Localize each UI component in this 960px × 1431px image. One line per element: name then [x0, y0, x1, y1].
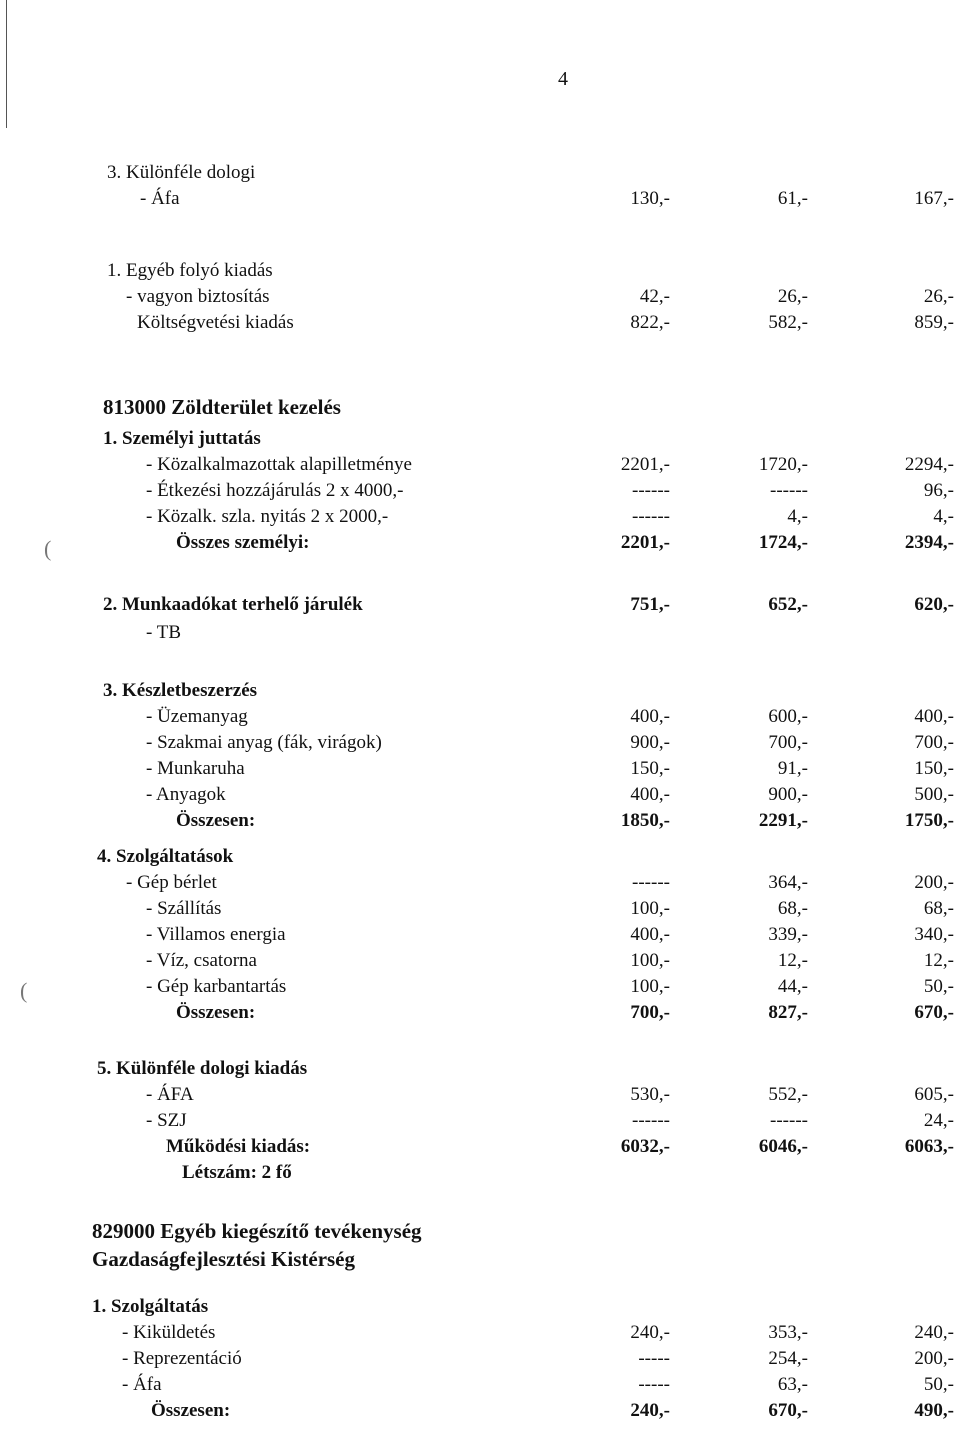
- value-col3: 96,-: [923, 480, 954, 501]
- value-col2: 700,-: [768, 732, 808, 753]
- value-col1: ------: [632, 872, 670, 893]
- table-row-total: [0, 1000, 960, 1026]
- value-col1: 400,-: [630, 784, 670, 805]
- value-col2: 552,-: [768, 1084, 808, 1105]
- value-col3: 50,-: [923, 1374, 954, 1395]
- table-row: [0, 870, 960, 896]
- value-col1: 1850,-: [620, 810, 670, 831]
- row-label: - ÁFA: [146, 1084, 194, 1105]
- table-row: [0, 896, 960, 922]
- value-col3: 400,-: [914, 706, 954, 727]
- value-col2: 254,-: [768, 1348, 808, 1369]
- value-col3: 340,-: [914, 924, 954, 945]
- table-row: [0, 592, 960, 618]
- value-col1: 6032,-: [620, 1136, 670, 1157]
- row-label: - Szakmai anyag (fák, virágok): [146, 732, 382, 753]
- table-row: [0, 948, 960, 974]
- value-col3: 24,-: [923, 1110, 954, 1131]
- table-row: [0, 1320, 960, 1346]
- row-label: - Étkezési hozzájárulás 2 x 4000,-: [146, 480, 404, 501]
- title-text: 829000 Egyéb kiegészítő tevékenység: [92, 1219, 422, 1243]
- section-heading: [0, 1294, 960, 1320]
- table-row: [0, 922, 960, 948]
- value-col3: 167,-: [914, 188, 954, 209]
- value-col2: 339,-: [768, 924, 808, 945]
- heading-text: 4. Szolgáltatások: [97, 846, 234, 867]
- heading-text: 1. Személyi juttatás: [103, 428, 261, 449]
- value-col3: 620,-: [914, 594, 954, 615]
- value-col2: 6046,-: [758, 1136, 808, 1157]
- value-col2: 652,-: [768, 594, 808, 615]
- value-col2: 12,-: [777, 950, 808, 971]
- row-label: - Munkaruha: [146, 758, 245, 779]
- table-row: [0, 478, 960, 504]
- margin-paren-mark: (: [20, 978, 28, 1003]
- table-row: [0, 452, 960, 478]
- table-row: [0, 1108, 960, 1134]
- table-row: [0, 1372, 960, 1398]
- table-row-total: [0, 808, 960, 834]
- value-col3: 12,-: [923, 950, 954, 971]
- value-col2: 61,-: [777, 188, 808, 209]
- row-label: Összesen:: [176, 1002, 256, 1023]
- margin-paren-mark: (: [44, 536, 52, 561]
- row-label: - Üzemanyag: [146, 706, 248, 727]
- section-subtitle: [0, 1246, 960, 1272]
- value-col1: 100,-: [630, 898, 670, 919]
- value-col3: 605,-: [914, 1084, 954, 1105]
- value-col1: 400,-: [630, 924, 670, 945]
- heading-text: 1. Egyéb folyó kiadás: [107, 260, 273, 281]
- row-label: Összes személyi:: [176, 532, 310, 553]
- section-heading: [0, 258, 960, 284]
- value-col2: 26,-: [777, 286, 808, 307]
- value-col2: 1720,-: [758, 454, 808, 475]
- row-label: - vagyon biztosítás: [126, 286, 270, 307]
- value-col1: ------: [632, 1110, 670, 1131]
- value-col1: -----: [638, 1348, 670, 1369]
- value-col3: 200,-: [914, 872, 954, 893]
- row-label: - Áfa: [140, 188, 180, 209]
- section-heading: [0, 160, 960, 186]
- section-title: [0, 394, 960, 420]
- row-label: 2. Munkaadókat terhelő járulék: [103, 594, 363, 615]
- table-row: [0, 704, 960, 730]
- value-col3: 4,-: [933, 506, 954, 527]
- table-row: [0, 1346, 960, 1372]
- table-row: [0, 620, 960, 646]
- headcount-text: Létszám: 2 fő: [182, 1162, 292, 1183]
- value-col3: 670,-: [914, 1002, 954, 1023]
- table-row: [0, 730, 960, 756]
- value-col1: 751,-: [630, 594, 670, 615]
- table-row-total: [0, 1398, 960, 1424]
- table-row: [0, 186, 960, 212]
- heading-text: 5. Különféle dologi kiadás: [97, 1058, 308, 1079]
- value-col2: ------: [770, 1110, 808, 1131]
- margin-line: [6, 0, 7, 128]
- row-label: - Áfa: [122, 1374, 162, 1395]
- row-label: Költségvetési kiadás: [137, 312, 294, 333]
- value-col3: 490,-: [914, 1400, 954, 1421]
- row-label: - Közalkalmazottak alapilletménye: [146, 454, 412, 475]
- table-row: [0, 284, 960, 310]
- section-heading: [0, 678, 960, 704]
- value-col1: 100,-: [630, 950, 670, 971]
- value-col1: 240,-: [630, 1322, 670, 1343]
- value-col2: 2291,-: [758, 810, 808, 831]
- value-col3: 6063,-: [904, 1136, 954, 1157]
- heading-text: 3. Különféle dologi: [107, 162, 256, 183]
- value-col1: 130,-: [630, 188, 670, 209]
- page-number: 4: [558, 68, 568, 90]
- table-row: [0, 504, 960, 530]
- row-label: - Gép bérlet: [126, 872, 217, 893]
- headcount: [0, 1160, 960, 1186]
- value-col2: 353,-: [768, 1322, 808, 1343]
- value-col3: 26,-: [923, 286, 954, 307]
- table-row-total: [0, 1134, 960, 1160]
- value-col1: 2201,-: [620, 454, 670, 475]
- section-heading: [0, 1056, 960, 1082]
- value-col1: 150,-: [630, 758, 670, 779]
- row-label: - Szállítás: [146, 898, 222, 919]
- value-col1: 900,-: [630, 732, 670, 753]
- value-col1: 400,-: [630, 706, 670, 727]
- row-label: - Közalk. szla. nyitás 2 x 2000,-: [146, 506, 389, 527]
- section-title: [0, 1218, 960, 1244]
- value-col1: 2201,-: [620, 532, 670, 553]
- value-col3: 700,-: [914, 732, 954, 753]
- table-row: [0, 782, 960, 808]
- value-col2: 68,-: [777, 898, 808, 919]
- title-text: 813000 Zöldterület kezelés: [103, 395, 341, 419]
- value-col2: 827,-: [768, 1002, 808, 1023]
- value-col2: 44,-: [777, 976, 808, 997]
- value-col2: 670,-: [768, 1400, 808, 1421]
- row-label: Működési kiadás:: [166, 1136, 311, 1157]
- row-label: - Víz, csatorna: [146, 950, 257, 971]
- section-heading: [0, 844, 960, 870]
- table-row-total: [0, 530, 960, 556]
- value-col2: 4,-: [787, 506, 808, 527]
- value-col2: ------: [770, 480, 808, 501]
- value-col2: 582,-: [768, 312, 808, 333]
- value-col2: 900,-: [768, 784, 808, 805]
- row-label: Összesen:: [151, 1400, 231, 1421]
- heading-text: 3. Készletbeszerzés: [103, 680, 258, 701]
- value-col3: 150,-: [914, 758, 954, 779]
- value-col1: 100,-: [630, 976, 670, 997]
- value-col2: 1724,-: [758, 532, 808, 553]
- value-col2: 364,-: [768, 872, 808, 893]
- value-col2: 91,-: [777, 758, 808, 779]
- table-row-total: [0, 310, 960, 336]
- row-label: - Anyagok: [146, 784, 226, 805]
- value-col1: ------: [632, 480, 670, 501]
- value-col1: 530,-: [630, 1084, 670, 1105]
- value-col3: 68,-: [923, 898, 954, 919]
- value-col1: -----: [638, 1374, 670, 1395]
- heading-text: 1. Szolgáltatás: [92, 1296, 209, 1317]
- value-col1: 822,-: [630, 312, 670, 333]
- value-col3: 500,-: [914, 784, 954, 805]
- value-col1: 42,-: [639, 286, 670, 307]
- value-col3: 200,-: [914, 1348, 954, 1369]
- value-col3: 50,-: [923, 976, 954, 997]
- table-row: [0, 1082, 960, 1108]
- value-col1: ------: [632, 506, 670, 527]
- row-label: - Reprezentáció: [122, 1348, 242, 1369]
- value-col1: 700,-: [630, 1002, 670, 1023]
- table-row: [0, 756, 960, 782]
- subtitle-text: Gazdaságfejlesztési Kistérség: [92, 1247, 356, 1271]
- value-col3: 2294,-: [904, 454, 954, 475]
- row-label: - Villamos energia: [146, 924, 286, 945]
- row-label: - Gép karbantartás: [146, 976, 287, 997]
- row-label: - Kiküldetés: [122, 1322, 216, 1343]
- table-row: [0, 974, 960, 1000]
- value-col2: 63,-: [777, 1374, 808, 1395]
- value-col3: 2394,-: [904, 532, 954, 553]
- row-label: - SZJ: [146, 1110, 187, 1131]
- row-label: Összesen:: [176, 810, 256, 831]
- value-col2: 600,-: [768, 706, 808, 727]
- value-col3: 859,-: [914, 312, 954, 333]
- value-col3: 240,-: [914, 1322, 954, 1343]
- value-col1: 240,-: [630, 1400, 670, 1421]
- value-col3: 1750,-: [904, 810, 954, 831]
- section-heading: [0, 426, 960, 452]
- row-label: - TB: [146, 622, 182, 643]
